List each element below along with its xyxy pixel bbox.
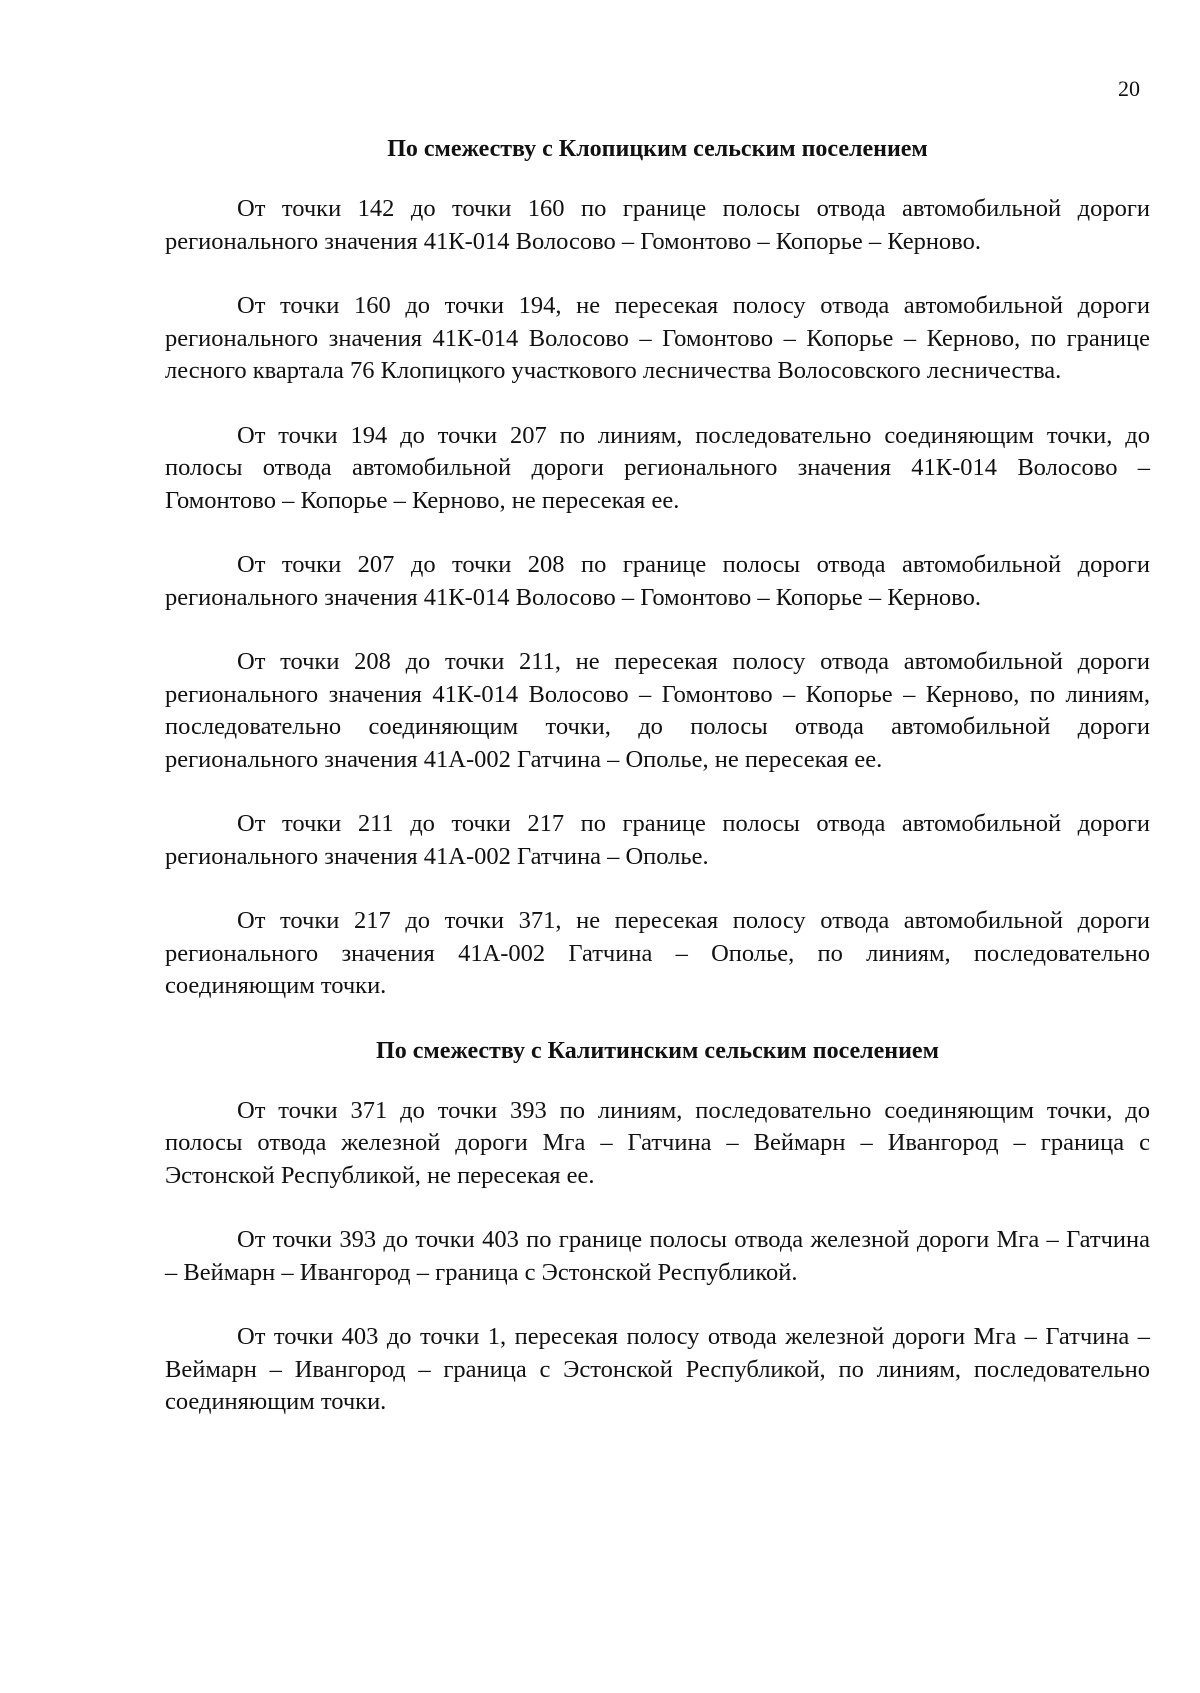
paragraph: От точки 403 до точки 1, пересекая полосу отвода железной дороги Мга – Гатчина – Веймарн – Ивангород – граница с Эстонской Республикой, по линиям, последовательно соединяющим точки. <box>165 1323 1150 1415</box>
paragraph: От точки 393 до точки 403 по границе полосы отвода железной дороги Мга – Гатчина – Веймарн – Ивангород – граница с Эстонской Республикой. <box>165 1226 1150 1286</box>
section-heading: По смежеству с Калитинским сельским поселением <box>376 1037 939 1064</box>
paragraph: От точки 194 до точки 207 по линиям, последовательно соединяющим точки, до полосы отвода автомобильной дороги регионального значения 41К-014 Волосово – Гомонтово – Копорье – Керново, не пересекая ее. <box>165 421 1150 514</box>
paragraph: От точки 217 до точки 371, не пересекая полосу отвода автомобильной дороги регионального значения 41А-002 Гатчина – Ополье, по линиям, последовательно соединяющим точки. <box>165 907 1150 999</box>
paragraph: От точки 211 до точки 217 по границе полосы отвода автомобильной дороги регионального значения 41А-002 Гатчина – Ополье. <box>165 810 1150 870</box>
section-klopitsy <box>165 133 1150 1003</box>
section-kalitino <box>165 1035 1150 1419</box>
document-body <box>165 133 1150 1451</box>
paragraph: От точки 142 до точки 160 по границе полосы отвода автомобильной дороги регионального значения 41К-014 Волосово – Гомонтово – Копорье – Керново. <box>165 195 1150 255</box>
page-number: 20 <box>1118 76 1140 101</box>
paragraph: От точки 160 до точки 194, не пересекая полосу отвода автомобильной дороги регионального значения 41К-014 Волосово – Гомонтово – Копорье – Керново, по границе лесного квартала 76 Клопицкого участкового лесничества Волосовского лесничества. <box>165 292 1150 384</box>
paragraph: От точки 207 до точки 208 по границе полосы отвода автомобильной дороги регионального значения 41К-014 Волосово – Гомонтово – Копорье – Керново. <box>165 551 1150 611</box>
paragraph: От точки 371 до точки 393 по линиям, последовательно соединяющим точки, до полосы отвода железной дороги Мга – Гатчина – Веймарн – Ивангород – граница с Эстонской Республикой, не пересекая ее. <box>165 1096 1150 1189</box>
section-heading: По смежеству с Клопицким сельским поселением <box>387 136 928 162</box>
paragraph: От точки 208 до точки 211, не пересекая полосу отвода автомобильной дороги регионального значения 41К-014 Волосово – Гомонтово – Копорье – Керново, по линиям, последовательно соединяющим точки, до полосы отвода автомобильной дороги регионального значения 41А-002 Гатчина – Ополье, не пересекая ее. <box>165 648 1150 773</box>
